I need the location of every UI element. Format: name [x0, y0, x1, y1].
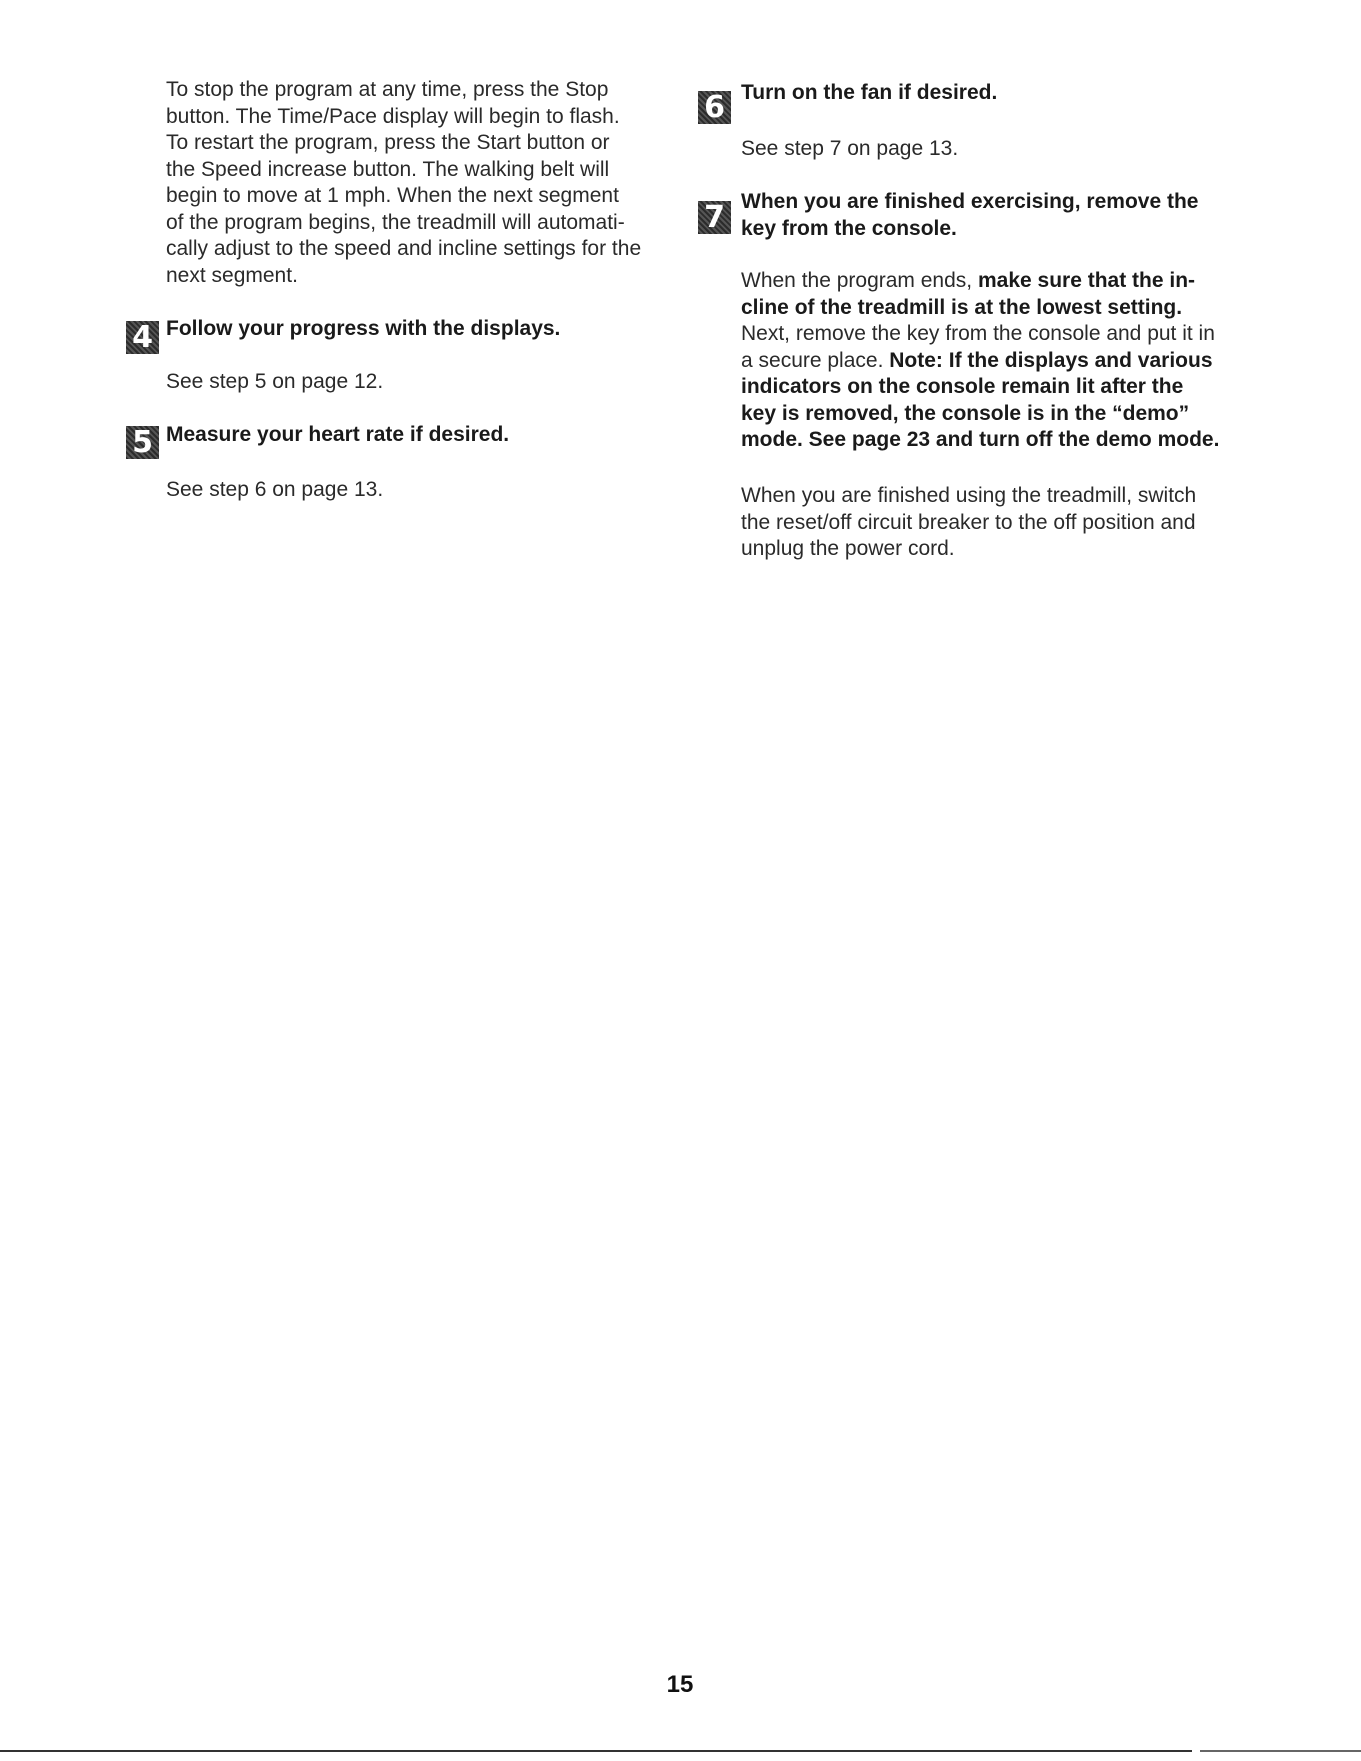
step-7-heading [741, 189, 1261, 242]
step-4-body: See step 5 on page 12. [166, 370, 384, 393]
page-number: 15 [666, 1671, 694, 1698]
intro-line: begin to move at 1 mph. When the next segment [166, 184, 619, 207]
step-5-number-badge: 5 [126, 426, 159, 459]
para1-line-3: Next, remove the key from the console and put it in [741, 322, 1215, 345]
step-7-paragraph-1 [741, 268, 1281, 454]
para1-line-2 [741, 295, 1281, 322]
para1-bold-text: key is removed, the console is in the “demo” [741, 401, 1190, 425]
para1-bold-text: cline of the treadmill is at the lowest setting. [741, 295, 1183, 319]
para1-bold-text: make sure that the in- [977, 269, 1196, 292]
step-4-number-badge: 4 [126, 321, 159, 354]
para1-bold-text: Note: If the displays and various [889, 348, 1213, 372]
intro-paragraph [166, 77, 666, 289]
footer-rule [0, 1750, 1192, 1752]
step-4-heading: Follow your progress with the displays. [166, 317, 561, 340]
intro-line: button. The Time/Pace display will begin to flash. [166, 104, 620, 128]
para1-line-4 [741, 348, 1281, 375]
intro-line: next segment. [166, 263, 298, 287]
step-6-number-badge: 6 [698, 91, 731, 124]
para2-line: the reset/off circuit breaker to the off position and [741, 510, 1196, 534]
para1-line-5 [741, 374, 1281, 401]
para1-bold-text: indicators on the console remain lit after the [741, 375, 1184, 398]
step-7-number-badge: 7 [698, 201, 731, 234]
para1-bold-text: mode. See page 23 and turn off the demo mode. [741, 428, 1220, 451]
para1-line-1 [741, 268, 1281, 295]
intro-line: cally adjust to the speed and incline settings for the [166, 237, 642, 260]
para2-line: unplug the power cord. [741, 537, 955, 560]
step-7-heading-line: When you are finished exercising, remove the [741, 190, 1199, 213]
step-7-paragraph-2 [741, 483, 1281, 563]
intro-line: To restart the program, press the Start button or [166, 131, 610, 154]
para1-text: When the program ends, [741, 269, 978, 292]
intro-line: of the program begins, the treadmill will automati- [166, 210, 625, 234]
step-5-heading: Measure your heart rate if desired. [166, 423, 510, 446]
intro-line: To stop the program at any time, press the Stop [166, 78, 609, 101]
para1-line-7 [741, 427, 1281, 454]
para2-line: When you are finished using the treadmill, switch [741, 484, 1197, 507]
step-7-heading-line: key from the console. [741, 216, 957, 240]
footer-rule-right [1200, 1750, 1361, 1752]
para1-text: a secure place. [741, 348, 890, 372]
step-6-heading: Turn on the fan if desired. [741, 81, 998, 104]
intro-line: the Speed increase button. The walking belt will [166, 157, 610, 181]
para1-line-6 [741, 401, 1281, 428]
step-6-body: See step 7 on page 13. [741, 137, 959, 160]
step-5-body: See step 6 on page 13. [166, 478, 384, 501]
